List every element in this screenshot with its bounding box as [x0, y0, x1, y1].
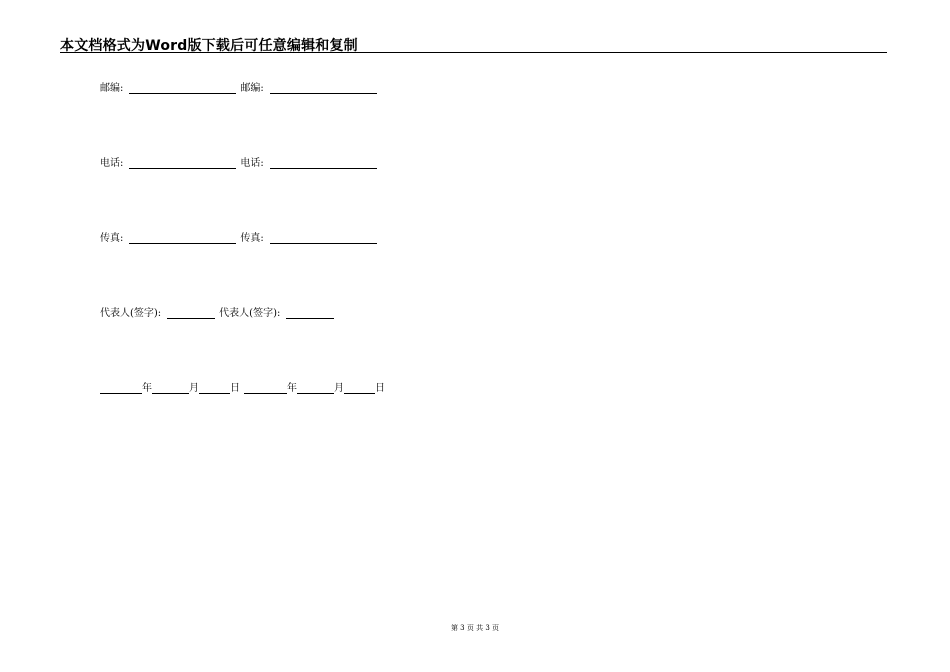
footer-page-word: 页 [466, 624, 474, 632]
footer-suffix: 页 [492, 624, 500, 632]
phone-row [100, 154, 377, 169]
day-blank-party-a[interactable] [199, 383, 230, 394]
representative-blank-party-a[interactable] [167, 308, 215, 319]
footer-current-page: 3 [460, 624, 465, 632]
day-label-party-a: 日 [230, 383, 240, 394]
month-label-party-b: 月 [334, 383, 344, 394]
document-header-title: 本文档格式为Word版下载后可任意编辑和复制 [60, 38, 358, 54]
year-label-party-a: 年 [142, 383, 152, 394]
year-blank-party-b[interactable] [244, 383, 287, 394]
phone-label-party-b: 电话: [240, 158, 264, 169]
phone-blank-party-a[interactable] [129, 158, 236, 169]
fax-row [100, 229, 377, 244]
representative-blank-party-b[interactable] [286, 308, 334, 319]
phone-label-party-a: 电话: [100, 158, 124, 169]
postcode-blank-party-b[interactable] [270, 83, 377, 94]
postcode-blank-party-a[interactable] [129, 83, 236, 94]
representative-label-party-b: 代表人(签字): [219, 308, 281, 319]
year-label-party-b: 年 [287, 383, 297, 394]
day-blank-party-b[interactable] [344, 383, 375, 394]
postcode-label-party-a: 邮编: [100, 83, 124, 94]
day-label-party-b: 日 [375, 383, 385, 394]
postcode-label-party-b: 邮编: [240, 83, 264, 94]
representative-label-party-a: 代表人(签字): [100, 308, 162, 319]
representative-row [100, 304, 334, 319]
fax-label-party-a: 传真: [100, 233, 124, 244]
postcode-row [100, 79, 377, 94]
footer-total-word: 共 [476, 624, 484, 632]
footer-total-pages: 3 [485, 624, 490, 632]
fax-blank-party-b[interactable] [270, 233, 377, 244]
header-divider [60, 52, 887, 53]
date-row [100, 379, 385, 394]
page-footer [0, 623, 950, 633]
fax-blank-party-a[interactable] [129, 233, 236, 244]
month-blank-party-b[interactable] [297, 383, 334, 394]
year-blank-party-a[interactable] [100, 383, 142, 394]
footer-prefix: 第 [450, 624, 458, 632]
phone-blank-party-b[interactable] [270, 158, 377, 169]
fax-label-party-b: 传真: [240, 233, 264, 244]
month-blank-party-a[interactable] [152, 383, 189, 394]
month-label-party-a: 月 [189, 383, 199, 394]
